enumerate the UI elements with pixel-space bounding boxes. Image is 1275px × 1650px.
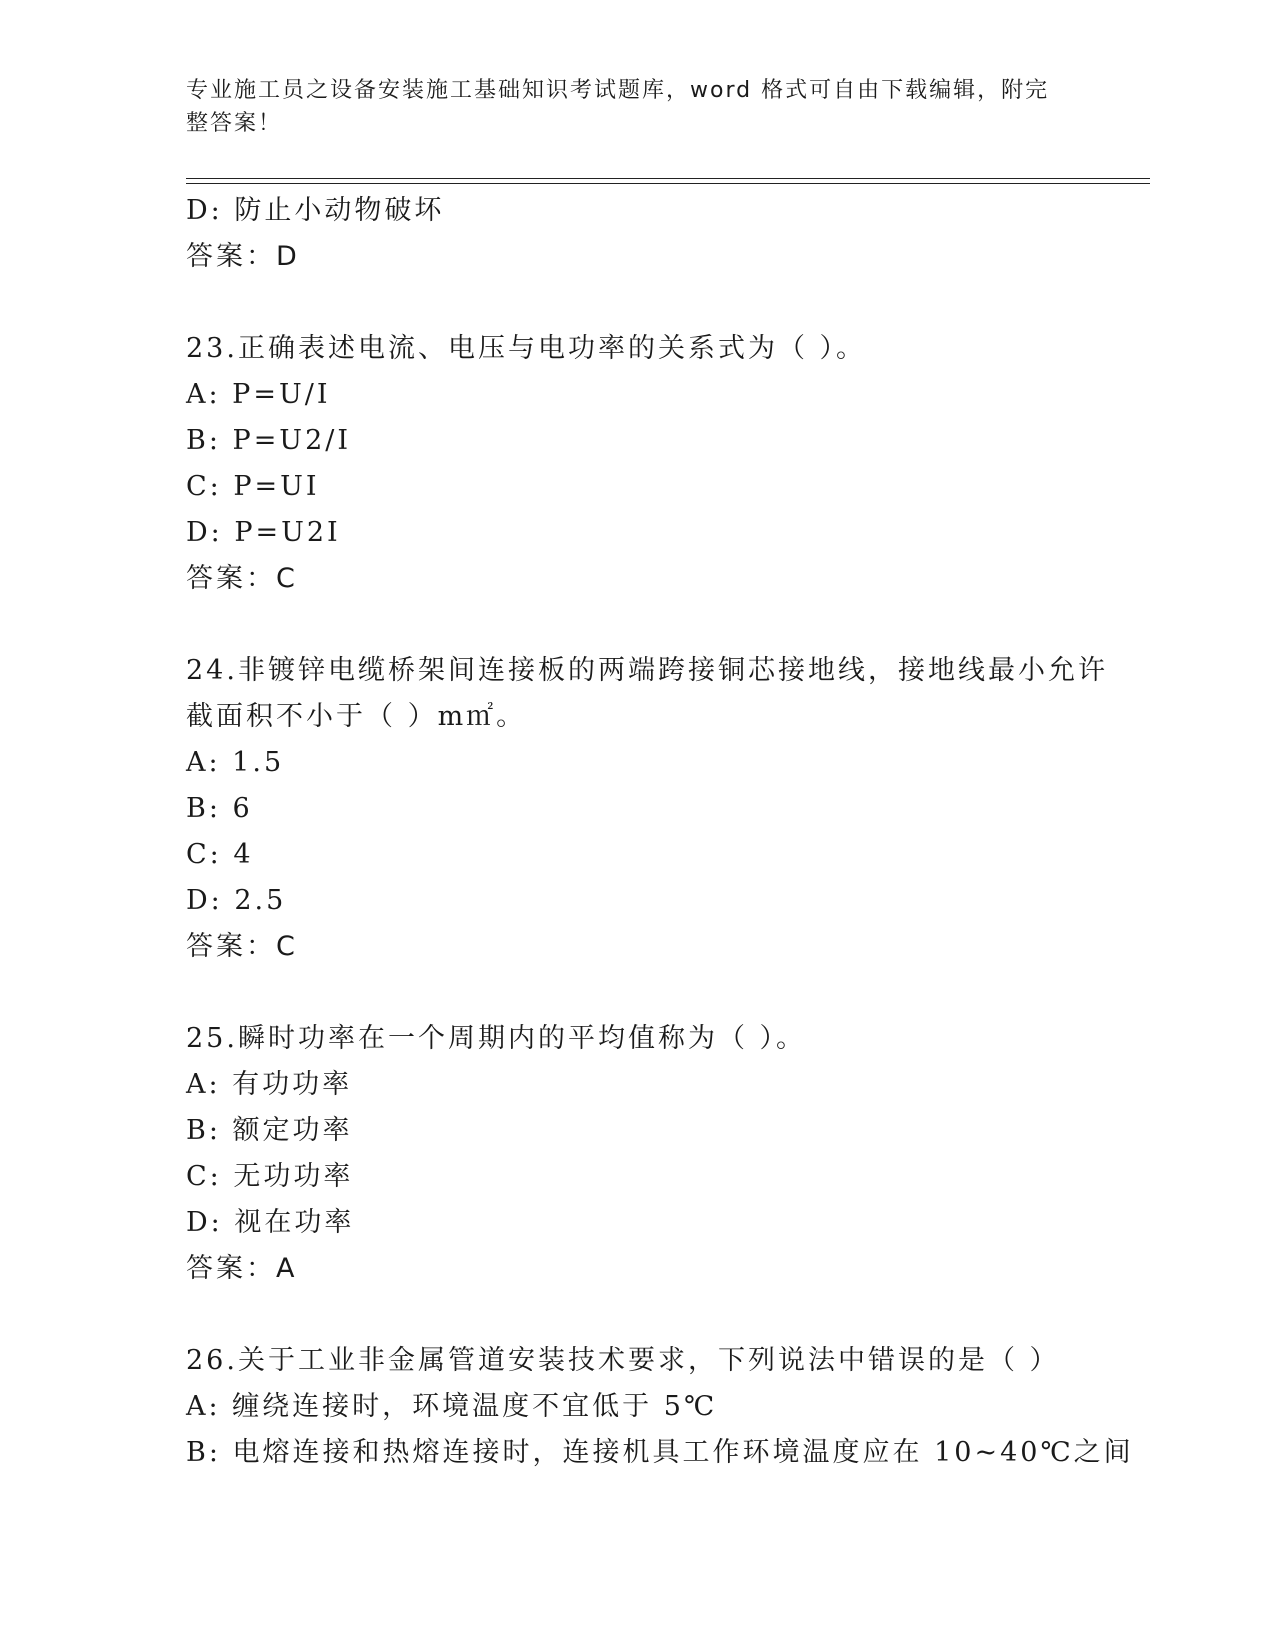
header-divider-top bbox=[186, 178, 1150, 179]
document-header bbox=[186, 74, 1066, 140]
option-text: A: 缠绕连接时，环境温度不宜低于 5℃ bbox=[186, 1391, 718, 1422]
question-text: 23.正确表述电流、电压与电功率的关系式为（ ）。 bbox=[186, 333, 867, 364]
option-text: A: 1.5 bbox=[186, 747, 285, 778]
option-text: D: 防止小动物破坏 bbox=[186, 195, 445, 226]
option-text: A: 有功功率 bbox=[186, 1069, 353, 1100]
option-text: C: P=UI bbox=[186, 471, 320, 502]
option-text: C: 无功功率 bbox=[186, 1161, 354, 1192]
answer-text: 答案：C bbox=[186, 563, 298, 594]
answer-text: 答案：A bbox=[186, 1253, 298, 1284]
answer-text: 答案：D bbox=[186, 241, 300, 272]
header-divider-bottom bbox=[186, 183, 1150, 184]
option-text: D: 视在功率 bbox=[186, 1207, 355, 1238]
option-text: B: 电熔连接和热熔连接时，连接机具工作环境温度应在 10~40℃之间 bbox=[186, 1437, 1134, 1468]
question-text: 截面积不小于（ ）m㎡。 bbox=[186, 701, 527, 732]
option-text: C: 4 bbox=[186, 839, 254, 870]
spacer bbox=[186, 602, 1116, 648]
question-content bbox=[186, 188, 1134, 1476]
option-text: D: 2.5 bbox=[186, 885, 287, 916]
option-text: B: 6 bbox=[186, 793, 253, 824]
spacer bbox=[186, 970, 1116, 1016]
header-line-2: 整答案！ bbox=[186, 111, 283, 136]
option-text: A: P=U/I bbox=[186, 379, 331, 410]
option-text: D: P=U2I bbox=[186, 517, 341, 548]
option-text: B: P=U2/I bbox=[186, 425, 352, 456]
spacer bbox=[186, 1292, 1116, 1338]
question-text: 26.关于工业非金属管道安装技术要求，下列说法中错误的是（ ） bbox=[186, 1345, 1060, 1376]
question-text: 24.非镀锌电缆桥架间连接板的两端跨接铜芯接地线，接地线最小允许 bbox=[186, 655, 1108, 686]
option-text: B: 额定功率 bbox=[186, 1115, 353, 1146]
spacer bbox=[186, 280, 1116, 326]
header-line-1: 专业施工员之设备安装施工基础知识考试题库，word 格式可自由下载编辑，附完 bbox=[186, 78, 1050, 103]
question-text: 25.瞬时功率在一个周期内的平均值称为（ ）。 bbox=[186, 1023, 807, 1054]
answer-text: 答案：C bbox=[186, 931, 298, 962]
